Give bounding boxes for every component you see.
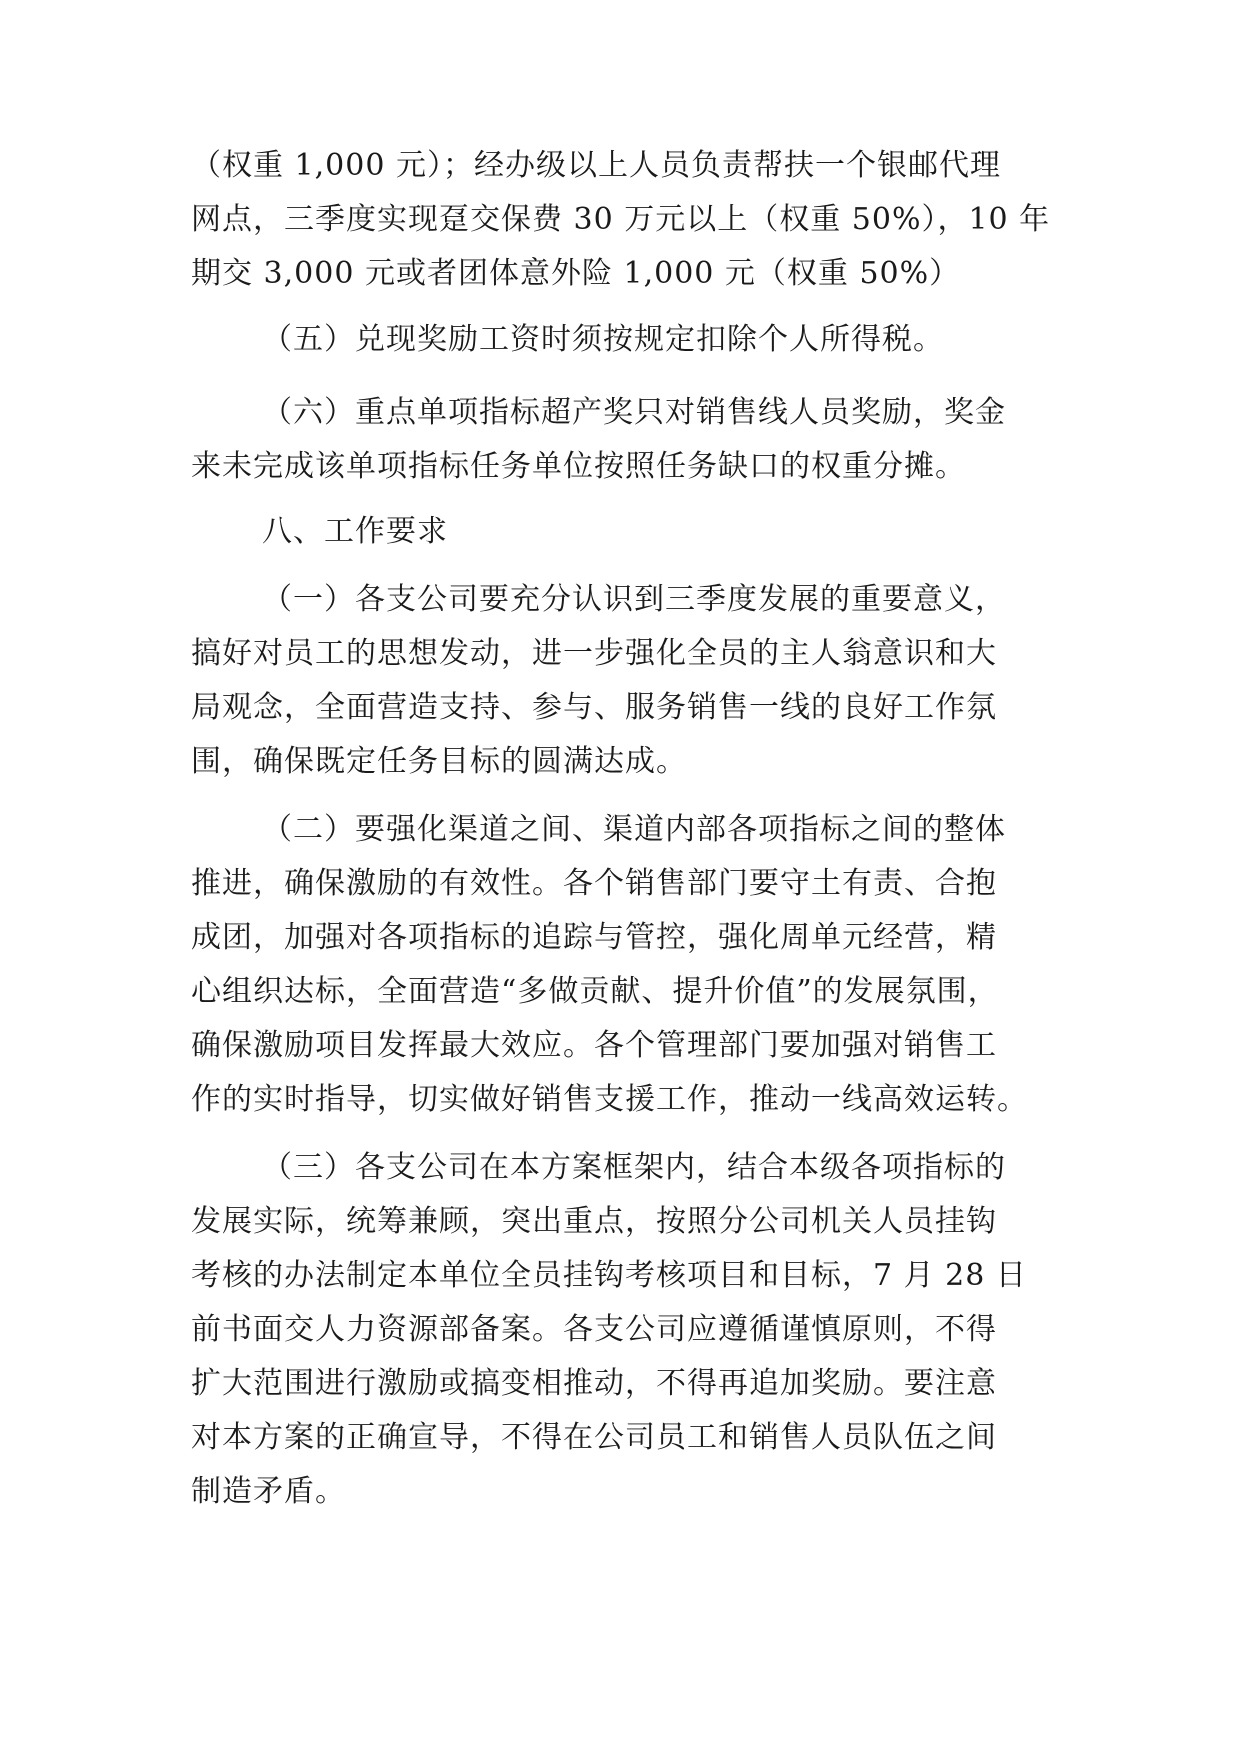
text-line: 推进，确保激励的有效性。各个销售部门要守土有责、合抱	[191, 866, 997, 901]
text-line: 前书面交人力资源部备案。各支公司应遵循谨慎原则，不得	[191, 1312, 997, 1347]
text-line: 成团，加强对各项指标的追踪与管控，强化周单元经营，精	[191, 920, 997, 955]
text-line: 网点，三季度实现趸交保费 30 万元以上（权重 50%），10 年	[191, 202, 1051, 237]
text-line: 来未完成该单项指标任务单位按照任务缺口的权重分摊。	[191, 449, 966, 484]
text-line: 期交 3,000 元或者团体意外险 1,000 元（权重 50%）	[191, 256, 961, 291]
text-line: 对本方案的正确宣导，不得在公司员工和销售人员队伍之间	[191, 1420, 997, 1455]
text-line: 局观念，全面营造支持、参与、服务销售一线的良好工作氛	[191, 690, 997, 725]
text-line: 围，确保既定任务目标的圆满达成。	[191, 744, 687, 779]
text-line: （权重 1,000 元）；经办级以上人员负责帮扶一个银邮代理	[191, 148, 1001, 183]
text-line: （三）各支公司在本方案框架内，结合本级各项指标的	[262, 1150, 1006, 1185]
text-line: 考核的办法制定本单位全员挂钩考核项目和目标，7 月 28 日	[191, 1258, 1027, 1293]
text-line: 心组织达标，全面营造“多做贡献、提升价值”的发展氛围，	[191, 974, 999, 1009]
text-line: 确保激励项目发挥最大效应。各个管理部门要加强对销售工	[191, 1028, 997, 1063]
text-line: （六）重点单项指标超产奖只对销售线人员奖励，奖金	[262, 395, 1006, 430]
text-line: 扩大范围进行激励或搞变相推动，不得再追加奖励。要注意	[191, 1366, 997, 1401]
text-line: 作的实时指导，切实做好销售支援工作，推动一线高效运转。	[191, 1082, 1028, 1117]
text-line: （一）各支公司要充分认识到三季度发展的重要意义，	[262, 582, 1006, 617]
text-line: （二）要强化渠道之间、渠道内部各项指标之间的整体	[262, 812, 1006, 847]
text-line: 搞好对员工的思想发动，进一步强化全员的主人翁意识和大	[191, 636, 997, 671]
text-line: 制造矛盾。	[191, 1474, 346, 1509]
section-heading: 八、工作要求	[262, 514, 448, 549]
text-line: （五）兑现奖励工资时须按规定扣除个人所得税。	[262, 322, 944, 357]
text-line: 发展实际，统筹兼顾，突出重点，按照分公司机关人员挂钩	[191, 1204, 997, 1239]
